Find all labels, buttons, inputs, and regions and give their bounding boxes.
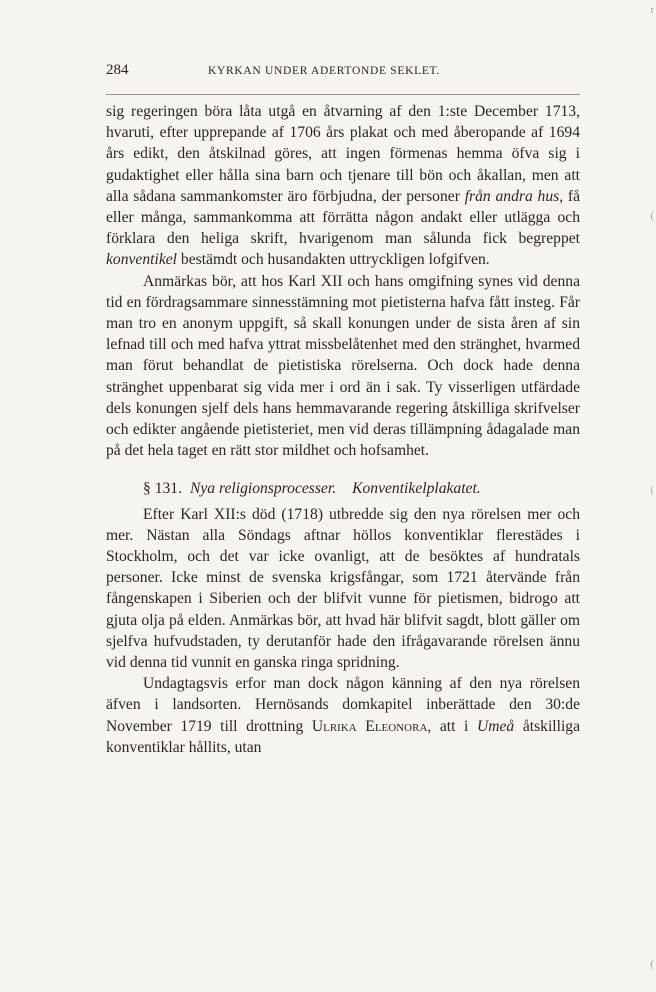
header-rule [106, 94, 580, 95]
paragraph-4 [106, 673, 580, 758]
paragraph-4-place: Umeå [476, 717, 515, 735]
paragraph-4-text-a: Undagtagsvis erfor man dock någon känning af den nya rörelsen äfven i landsorten. Hernösands domkapitel inberättade den 30:de November 1719 till drottning [106, 675, 580, 735]
body-text [106, 101, 580, 758]
margin-mark-top: r [650, 4, 654, 16]
running-title: KYRKAN UNDER ADERTONDE SEKLET. [208, 65, 440, 77]
paragraph-4-name: Ulrika Eleonora [311, 717, 428, 735]
margin-mark-lower: ( [650, 484, 654, 496]
paragraph-4-text-c: åtskilliga konventiklar hållits, utan [106, 717, 580, 756]
margin-mark-middle: ( [650, 210, 654, 222]
section-subtitle: Konventikelplakatet. [352, 480, 481, 498]
paragraph-1 [106, 101, 580, 271]
paragraph-1-text-b: , få eller många, sammankomma att förrätta någon andakt eller utlägga och förklara den heliga skrift, hvarigenom man sålunda fick begreppet [106, 187, 581, 248]
margin-mark-bottom: ( [650, 958, 654, 970]
section-title: Nya religionsprocesser. [189, 480, 337, 498]
paragraph-2: Anmärkas bör, att hos Karl XII och hans omgifning synes vid denna tid en fördragsammare sinnesstämning mot pietisterna hafva fått insteg. Får man tro en anonym uppgift, så skall konungen under de sista åren af sin lefnad till och med hafva yttrat missbelåtenhet med den stränghet, hvarmed man förut behandlat de pietistiska rörelserna. Och dock hade denna stränghet uppenbarat sig vida mer i ord än i sak. Ty visserligen utfärdade dels konungen sjelf dels hans hemmavarande regering åtskilliga skrifvelser och edikter angående pietisteriet, men vid deras tillämpning ådagalade man på det hela taget en rätt stor mildhet och hofsamhet. [106, 272, 580, 460]
paragraph-4-text-b: , att i [427, 717, 469, 735]
section-number: § 131. [143, 480, 182, 498]
page-number: 284 [106, 62, 129, 78]
paragraph-1-text-c: bestämdt och husandakten uttryckligen lofgifven. [180, 251, 490, 269]
paragraph-1-emphasis-a: från andra hus [464, 187, 560, 205]
running-head [106, 62, 580, 84]
section-heading [106, 461, 580, 503]
paragraph-1-text-a: sig regeringen böra låta utgå en åtvarning af den 1:ste December 1713, hvaruti, efter upprepande af 1706 års plakat och med åberopande af 1694 års edikt, den åtskilnad göres, att ingen förmenas hemma öfva sig i gudaktighet eller hålla sina barn och tjenare till bön och åkallan, men att alla sådana sammankomster äro förbjudna, der personer [106, 103, 580, 205]
paragraph-1-emphasis-b: konventikel [106, 251, 177, 269]
paragraph-3: Efter Karl XII:s död (1718) utbredde sig den nya rörelsen mer och mer. Nästan alla Söndags aftnar höllos konventiklar flerestädes i Stockholm, och det var icke ovanligt, att de besöktes af hundratals personer. Icke minst de svenska krigsfångar, som 1721 återvände från fångenskapen i Siberien och der blifvit vunne för pietismen, bidrogo att gjuta olja på elden. Anmärkas bör, att hvad här blifvit sagdt, blott gäller om sjelfva hufvudstaden, ty derutanför hade den ifrågavarande rörelsen ännu vid denna tid vunnit en ganska ringa spridning. [106, 505, 580, 672]
